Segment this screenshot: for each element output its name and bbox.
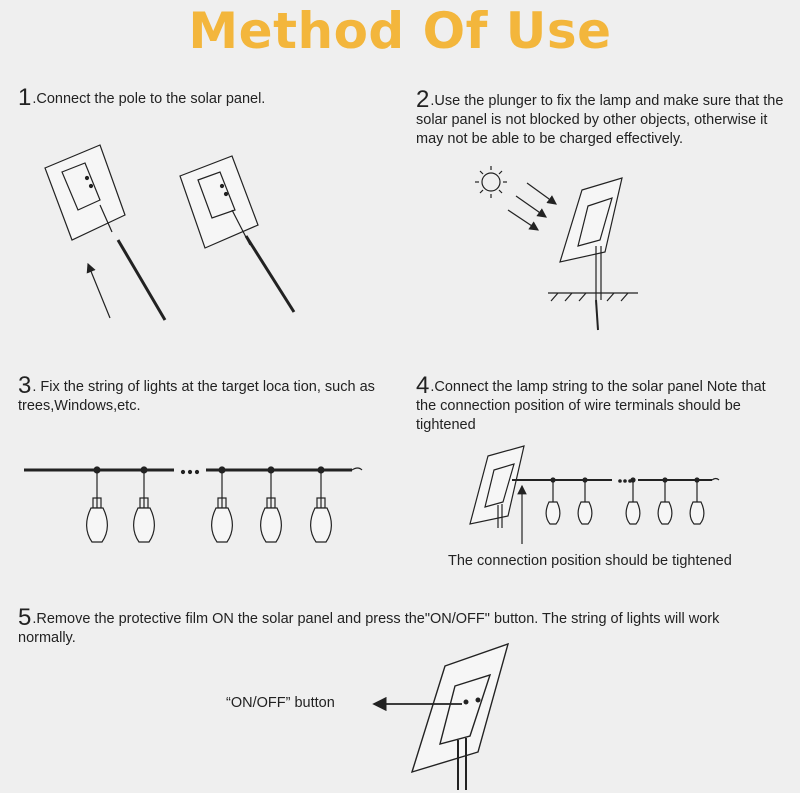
sun-ray-arrow-icon — [508, 210, 538, 230]
step-number: 4 — [416, 372, 430, 399]
arrow-up-icon — [88, 264, 110, 318]
bulb-icon — [626, 478, 640, 524]
sun-icon — [475, 166, 507, 198]
bulb-icon — [658, 478, 672, 524]
light-string-cable — [512, 479, 719, 483]
step4-illustration — [470, 446, 719, 544]
step5-illustration — [374, 644, 508, 790]
step3-illustration — [24, 467, 362, 542]
ground-icon — [548, 293, 638, 301]
sun-ray-arrow-icon — [516, 196, 546, 217]
onoff-caption: “ON/OFF” button — [226, 695, 335, 711]
bulb-icon — [690, 478, 704, 524]
step-number: 2 — [416, 86, 430, 113]
step-text: .Connect the pole to the solar panel. — [32, 91, 266, 107]
step2-illustration — [475, 166, 638, 330]
bulb-icon — [134, 467, 155, 542]
solar-panel-icon — [470, 446, 524, 528]
bulb-icon — [578, 478, 592, 524]
light-string-cable — [24, 468, 362, 474]
step-text: .Remove the protective film ON the solar panel and press the"ON/OFF" button. The string of lights will work normally. — [18, 611, 720, 646]
step-number: 1 — [18, 84, 32, 111]
step1-illustration — [45, 145, 294, 320]
bulb-icon — [87, 467, 108, 542]
step-text: .Connect the lamp string to the solar panel Note that the connection position of wire terminals should be tightened — [416, 379, 766, 433]
solar-panel-icon — [560, 178, 622, 330]
bulb-icon — [212, 467, 233, 542]
page-title: Method Of Use — [188, 2, 612, 60]
step-text: .Use the plunger to fix the lamp and make sure that the solar panel is not blocked by other objects, otherwise it may not be able to be charged effectively. — [416, 93, 784, 147]
connection-caption: The connection position should be tightened — [448, 553, 732, 569]
pole-icon — [246, 236, 294, 312]
bulb-icon — [261, 467, 282, 542]
sun-ray-arrow-icon — [527, 183, 556, 204]
solar-panel-icon — [180, 156, 258, 248]
bulb-icon — [311, 467, 332, 542]
solar-panel-icon — [45, 145, 125, 240]
pole-icon — [118, 240, 165, 320]
bulb-icon — [546, 478, 560, 524]
step-number: 3 — [18, 372, 32, 399]
step-number: 5 — [18, 604, 32, 631]
solar-panel-icon — [412, 644, 508, 790]
step-text: . Fix the string of lights at the target loca tion, such as trees,Windows,etc. — [18, 379, 375, 414]
